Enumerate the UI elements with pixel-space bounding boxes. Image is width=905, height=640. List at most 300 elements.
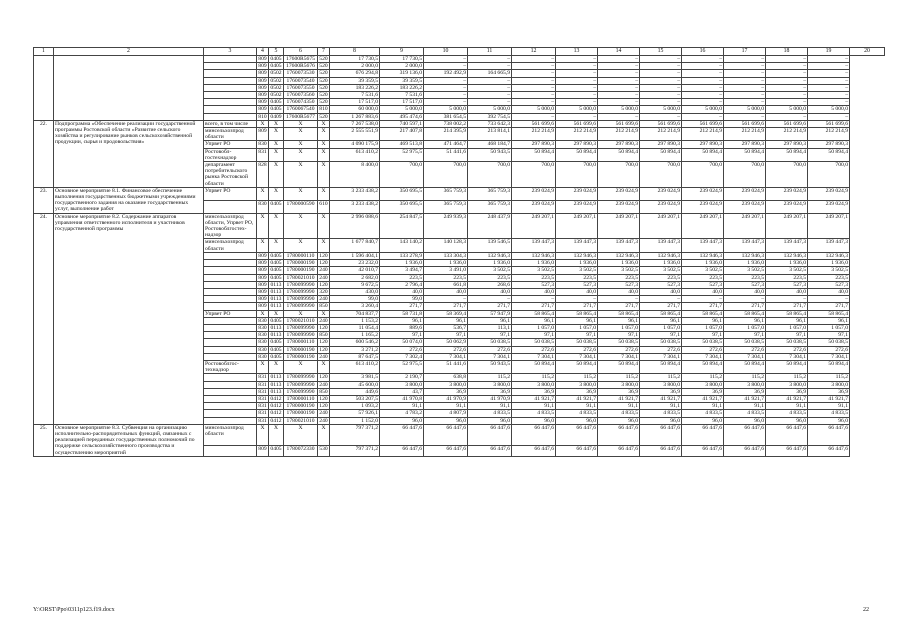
amount-cell: 96,1: [380, 317, 424, 324]
amount-cell: 40,0: [640, 288, 682, 295]
amount-cell: –: [598, 56, 640, 63]
amount-cell: 527,3: [556, 281, 598, 288]
amount-cell: 96,0: [640, 417, 682, 424]
amount-cell: 3 800,0: [598, 381, 640, 388]
amount-cell: 889,6: [380, 324, 424, 331]
grbs-code-cell: 830: [258, 353, 267, 360]
amount-cell: 58 865,4: [512, 310, 556, 317]
amount-cell: 58 369,4: [424, 310, 468, 317]
executor-cell: [204, 56, 257, 63]
amount-cell: –: [724, 63, 766, 70]
header-cell: 11: [468, 48, 512, 56]
amount-cell: 66 447,6: [380, 424, 424, 445]
grbs-code-cell: 831: [258, 403, 267, 410]
executor-cell: [204, 106, 257, 113]
section-code-cell: 0409: [270, 113, 282, 120]
amount-cell: 133 304,3: [424, 252, 468, 259]
amount-cell: 66 447,6: [598, 424, 640, 445]
amount-cell: 613 410,2: [330, 360, 380, 373]
amount-cell: –: [682, 92, 724, 99]
amount-cell: 50 038,5: [556, 339, 598, 346]
amount-cell: –: [640, 99, 682, 106]
amount-cell: 57 926,1: [330, 410, 380, 417]
amount-cell: 3 800,0: [766, 381, 808, 388]
expense-type-cell: X: [318, 162, 330, 188]
expense-type-cell: X: [318, 360, 330, 373]
amount-cell: 239 024,9: [682, 187, 724, 200]
amount-cell: 40,0: [512, 288, 556, 295]
target-article-cell: 17600R5675: [284, 56, 318, 63]
amount-cell: 40,0: [766, 288, 808, 295]
amount-cell: 132 946,3: [598, 252, 640, 259]
expense-type-cell: 850: [319, 388, 328, 395]
amount-cell: 132 946,3: [512, 252, 556, 259]
amount-cell: 43,7: [380, 388, 424, 395]
amount-cell: 39 359,5: [380, 77, 424, 84]
section-code-cell: 0113: [269, 281, 284, 288]
amount-cell: 58 865,4: [808, 310, 850, 317]
expense-type-cell: 120: [319, 374, 328, 381]
amount-cell: 249 207,1: [808, 213, 850, 239]
amount-cell: –: [640, 70, 682, 77]
amount-cell: 239 024,9: [556, 200, 598, 213]
amount-cell: –: [724, 99, 766, 106]
amount-cell: 96,0: [808, 417, 850, 424]
amount-cell: 272,6: [468, 346, 512, 353]
amount-cell: 272,6: [380, 346, 424, 353]
amount-cell: 36,9: [556, 388, 598, 395]
amount-cell: 3 502,5: [556, 267, 598, 274]
amount-cell: 66 447,6: [424, 445, 468, 456]
amount-cell: 87 647,5: [330, 353, 380, 360]
executor-cell: [204, 252, 257, 259]
section-code-cell: 0412: [270, 417, 282, 424]
amount-cell: –: [598, 296, 640, 303]
expense-type-cell: 240: [319, 267, 328, 274]
amount-cell: 50 074,0: [380, 339, 424, 346]
executor-cell: [204, 267, 257, 274]
section-code-cell: X: [269, 187, 284, 200]
target-article-cell: 1780021010: [284, 274, 318, 281]
program-name-cell: Основное мероприятие 8.2. Содержание аппаратов управления ответственного исполнителя и участников государственной программы: [54, 213, 204, 424]
amount-cell: 17 730,5: [380, 56, 424, 63]
target-article-cell: 1780021010: [284, 417, 318, 424]
amount-cell: 7 304,1: [468, 353, 512, 360]
amount-cell: 5 000,0: [682, 106, 724, 113]
amount-cell: 66 447,6: [424, 424, 468, 445]
target-article-cell: 1780000110: [284, 339, 318, 346]
executor-cell: минсельхозпрод области, Упрвет РО, Ростовоблгостех-надзор: [204, 213, 257, 239]
amount-cell: 254 847,5: [380, 213, 424, 239]
amount-cell: 17 517,0: [380, 99, 424, 106]
grbs-code-cell: 809: [258, 84, 267, 91]
grbs-code-cell: 831: [258, 388, 267, 395]
grbs-code-cell: 831: [258, 374, 267, 381]
amount-cell: 50 038,5: [808, 339, 850, 346]
amount-cell: 42 010,7: [330, 267, 380, 274]
amount-cell: 1 057,0: [724, 324, 766, 331]
expense-type-cell: 520: [319, 56, 328, 62]
amount-cell: 468 184,7: [468, 141, 512, 148]
table-body: [34, 56, 885, 457]
amount-cell: 97,1: [512, 332, 556, 339]
amount-cell: 272,6: [556, 346, 598, 353]
section-code-cell: 0405: [270, 106, 282, 113]
grbs-code-cell: 809: [258, 99, 267, 106]
expense-type-cell: 240: [319, 274, 328, 281]
amount-cell: 3 271,2: [330, 346, 380, 353]
amount-cell: 365 759,3: [424, 200, 468, 213]
amount-cell: 5 000,0: [468, 106, 512, 113]
expense-type-cell: 240: [319, 410, 328, 417]
amount-cell: 561 699,6: [766, 120, 808, 127]
amount-cell: 561 699,6: [598, 120, 640, 127]
amount-cell: 271,7: [424, 303, 468, 310]
amount-cell: 700,0: [766, 162, 808, 188]
program-name-cell: Подпрограмма «Обеспечение реализации государственной программы Ростовской области «Развитие сельского хозяйства и регулирование рынков сельскохозяйственной продукции, сырья и продовольствия»: [54, 120, 204, 187]
executor-cell: [204, 445, 257, 456]
amount-cell: –: [682, 63, 724, 70]
amount-cell: 139 447,3: [682, 239, 724, 252]
amount-cell: 52 975,5: [380, 360, 424, 373]
amount-cell: 319 136,0: [380, 70, 424, 77]
amount-cell: –: [766, 70, 808, 77]
target-article-cell: 1780099990: [284, 296, 318, 303]
amount-cell: 297 890,3: [682, 141, 724, 148]
amount-cell: –: [468, 99, 512, 106]
amount-cell: 51 441,6: [424, 148, 468, 161]
executor-cell: [204, 417, 257, 424]
target-article-cell: 1760073550: [284, 84, 318, 91]
amount-cell: –: [724, 113, 766, 120]
amount-cell: 1 152,0: [330, 417, 380, 424]
executor-cell: [204, 63, 257, 70]
program-name-cell: [54, 56, 204, 121]
target-article-cell: X: [284, 162, 318, 188]
amount-cell: 50 038,5: [640, 339, 682, 346]
amount-cell: 41 921,7: [640, 395, 682, 402]
amount-cell: 213 814,1: [468, 128, 512, 141]
expense-type-cell: 610: [318, 200, 330, 213]
amount-cell: –: [424, 56, 468, 63]
section-code-cell: X: [269, 141, 284, 148]
amount-cell: 132 946,3: [468, 252, 512, 259]
amount-cell: 1 936,0: [598, 260, 640, 267]
amount-cell: 797 371,2: [330, 424, 380, 445]
amount-cell: 3 981,5: [330, 374, 380, 381]
expense-type-cell: 520: [319, 92, 328, 99]
amount-cell: 40,0: [808, 288, 850, 295]
amount-cell: –: [424, 84, 468, 91]
header-cell: 13: [556, 48, 598, 56]
amount-cell: 50 894,4: [640, 360, 682, 373]
amount-cell: 132 946,3: [808, 252, 850, 259]
amount-cell: –: [424, 296, 468, 303]
amount-cell: 36,9: [682, 388, 724, 395]
amount-cell: 11 054,4: [330, 324, 380, 331]
amount-cell: 3 800,0: [380, 381, 424, 388]
amount-cell: 66 447,6: [682, 445, 724, 456]
amount-cell: 183 226,2: [330, 84, 380, 91]
amount-cell: 139 447,3: [724, 239, 766, 252]
amount-cell: 164 665,9: [468, 70, 512, 77]
amount-cell: 45 600,0: [330, 381, 380, 388]
executor-cell: [204, 281, 257, 288]
expense-type-cell: 320: [319, 288, 328, 295]
section-code-cell: X: [269, 128, 284, 141]
amount-cell: 96,0: [512, 417, 556, 424]
amount-cell: 97,1: [598, 332, 640, 339]
amount-cell: 41 921,7: [724, 395, 766, 402]
amount-cell: 272,6: [724, 346, 766, 353]
amount-cell: –: [598, 92, 640, 99]
amount-cell: 249 207,1: [556, 213, 598, 239]
amount-cell: 297 890,3: [766, 141, 808, 148]
amount-cell: 3 502,5: [468, 267, 512, 274]
amount-cell: 36,9: [424, 388, 468, 395]
amount-cell: 96,1: [512, 317, 556, 324]
amount-cell: –: [808, 63, 850, 70]
amount-cell: 52 975,5: [380, 148, 424, 161]
executor-cell: [204, 288, 257, 295]
executor-cell: Упрвет РО: [204, 310, 257, 317]
target-article-cell: 1780072330: [284, 445, 318, 456]
amount-cell: 192 492,9: [424, 70, 468, 77]
amount-cell: 3 800,0: [556, 381, 598, 388]
amount-cell: 99,0: [380, 296, 424, 303]
header-cell: 19: [808, 48, 850, 56]
target-article-cell: 1780099990: [284, 388, 318, 395]
amount-cell: 527,3: [640, 281, 682, 288]
amount-cell: –: [724, 77, 766, 84]
grbs-code-cell: 809: [258, 106, 267, 113]
amount-cell: –: [512, 113, 556, 120]
amount-cell: 91,1: [468, 403, 512, 410]
expense-type-cell: X: [318, 141, 330, 148]
amount-cell: 212 214,9: [808, 128, 850, 141]
amount-cell: 700,0: [598, 162, 640, 188]
executor-cell: минсельхозпрод области: [204, 239, 257, 252]
amount-cell: 91,1: [598, 403, 640, 410]
amount-cell: –: [468, 92, 512, 99]
target-article-cell: 1780000190: [284, 267, 318, 274]
amount-cell: –: [512, 84, 556, 91]
amount-cell: –: [598, 99, 640, 106]
executor-cell: Упрвет РО: [204, 141, 257, 148]
amount-cell: 3 800,0: [808, 381, 850, 388]
target-article-cell: X: [284, 120, 318, 127]
expense-type-cell: X: [318, 120, 330, 127]
amount-cell: 50 894,4: [512, 148, 556, 161]
amount-cell: 66 447,6: [380, 445, 424, 456]
amount-cell: 58 865,4: [598, 310, 640, 317]
amount-cell: 600 546,2: [330, 339, 380, 346]
amount-cell: 527,3: [598, 281, 640, 288]
amount-cell: –: [468, 84, 512, 91]
amount-cell: –: [598, 63, 640, 70]
amount-cell: –: [556, 77, 598, 84]
grbs-code-cell: X: [257, 239, 269, 252]
amount-cell: –: [556, 296, 598, 303]
grbs-code-cell: X: [257, 187, 269, 200]
amount-cell: 96,1: [682, 317, 724, 324]
amount-cell: 249 207,1: [682, 213, 724, 239]
amount-cell: –: [766, 99, 808, 106]
amount-cell: 7 304,1: [640, 353, 682, 360]
target-article-cell: X: [284, 310, 318, 317]
amount-cell: 96,0: [598, 417, 640, 424]
section-code-cell: 0405: [270, 339, 282, 346]
footer-page-number: 22: [863, 607, 869, 613]
amount-cell: 4 833,5: [556, 410, 598, 417]
amount-cell: 50 894,4: [556, 360, 598, 373]
amount-cell: 527,3: [766, 281, 808, 288]
section-code-cell: 0113: [269, 303, 284, 310]
amount-cell: –: [766, 92, 808, 99]
expense-type-cell: 240: [319, 296, 328, 303]
amount-cell: 66 447,6: [598, 445, 640, 456]
amount-cell: 239 024,9: [808, 200, 850, 213]
expense-type-cell: 240: [319, 381, 328, 388]
row-number-cell: 23.: [34, 187, 54, 213]
amount-cell: 212 214,9: [512, 128, 556, 141]
header-cell: 16: [682, 48, 724, 56]
amount-cell: 66 447,6: [468, 445, 512, 456]
amount-cell: –: [556, 92, 598, 99]
amount-cell: 4 833,5: [640, 410, 682, 417]
amount-cell: 249 207,1: [724, 213, 766, 239]
amount-cell: –: [468, 77, 512, 84]
amount-cell: 97,1: [808, 332, 850, 339]
expense-type-cell: 120: [319, 252, 328, 259]
executor-cell: [204, 77, 257, 84]
amount-cell: 613 410,2: [330, 148, 380, 161]
amount-cell: 5 000,0: [598, 106, 640, 113]
amount-cell: 271,7: [556, 303, 598, 310]
row-number-cell: 24.: [34, 213, 54, 424]
amount-cell: –: [724, 84, 766, 91]
amount-cell: 1 057,0: [682, 324, 724, 331]
grbs-code-cell: 809: [258, 296, 267, 303]
amount-cell: 40,0: [468, 288, 512, 295]
amount-cell: 2 996 088,6: [330, 213, 380, 239]
amount-cell: 536,7: [424, 324, 468, 331]
section-code-cell: 0405: [270, 63, 282, 70]
amount-cell: 97,1: [640, 332, 682, 339]
amount-cell: 1 153,2: [330, 317, 380, 324]
row-number-cell: 22.: [34, 120, 54, 187]
amount-cell: 297 890,3: [640, 141, 682, 148]
amount-cell: 91,1: [424, 403, 468, 410]
amount-cell: 97,1: [766, 332, 808, 339]
target-article-cell: 1780000190: [284, 353, 318, 360]
amount-cell: 50 894,4: [682, 360, 724, 373]
amount-cell: 7 531,6: [380, 92, 424, 99]
amount-cell: 96,0: [556, 417, 598, 424]
amount-cell: –: [640, 296, 682, 303]
amount-cell: 96,1: [808, 317, 850, 324]
amount-cell: 700,0: [682, 162, 724, 188]
amount-cell: 17 517,0: [330, 99, 380, 106]
amount-cell: –: [766, 77, 808, 84]
budget-table-page: [33, 47, 873, 457]
section-code-cell: 0113: [269, 332, 284, 339]
grbs-code-cell: 809: [258, 260, 267, 267]
section-code-cell: 0113: [269, 288, 284, 295]
amount-cell: –: [468, 296, 512, 303]
executor-cell: [204, 353, 257, 360]
amount-cell: 96,0: [724, 417, 766, 424]
amount-cell: 3 502,5: [598, 267, 640, 274]
amount-cell: –: [808, 70, 850, 77]
target-article-cell: 1760073530: [284, 70, 318, 77]
amount-cell: 297 890,3: [512, 141, 556, 148]
amount-cell: 50 062,9: [424, 339, 468, 346]
amount-cell: 5 000,0: [424, 106, 468, 113]
amount-cell: 561 699,6: [724, 120, 766, 127]
amount-cell: 58 731,8: [380, 310, 424, 317]
amount-cell: –: [512, 56, 556, 63]
amount-cell: 1 165,2: [330, 332, 380, 339]
amount-cell: 676 294,8: [330, 70, 380, 77]
amount-cell: 797 371,2: [330, 445, 380, 456]
section-code-cell: 0405: [270, 252, 282, 259]
amount-cell: 3 491,0: [424, 267, 468, 274]
section-code-cell: 0405: [270, 267, 282, 274]
amount-cell: 239 024,9: [512, 200, 556, 213]
amount-cell: 50 943,5: [468, 360, 512, 373]
amount-cell: 271,7: [766, 303, 808, 310]
expense-type-cell: 520: [319, 113, 328, 120]
amount-cell: 66 447,6: [808, 445, 850, 456]
amount-cell: 1 936,0: [682, 260, 724, 267]
grbs-code-cell: 809: [258, 288, 267, 295]
section-code-cell: 0502: [270, 70, 282, 77]
executor-cell: [204, 296, 257, 303]
amount-cell: 223,5: [598, 274, 640, 281]
amount-cell: 1 936,0: [512, 260, 556, 267]
grbs-code-cell: 810: [258, 113, 267, 120]
amount-cell: 7 304,1: [598, 353, 640, 360]
amount-cell: 3 502,5: [724, 267, 766, 274]
amount-cell: 272,6: [682, 346, 724, 353]
amount-cell: 140 128,3: [424, 239, 468, 252]
amount-cell: 36,9: [598, 388, 640, 395]
amount-cell: 5 000,0: [640, 106, 682, 113]
amount-cell: 96,0: [682, 417, 724, 424]
section-code-cell: X: [269, 424, 284, 445]
amount-cell: 700,0: [640, 162, 682, 188]
amount-cell: 96,1: [424, 317, 468, 324]
grbs-code-cell: 831: [258, 395, 267, 402]
amount-cell: –: [682, 113, 724, 120]
amount-cell: 7 304,1: [724, 353, 766, 360]
amount-cell: –: [640, 92, 682, 99]
header-cell: 10: [424, 48, 468, 56]
amount-cell: 36,9: [640, 388, 682, 395]
amount-cell: 50 894,4: [682, 148, 724, 161]
amount-cell: 223,5: [380, 274, 424, 281]
budget-table: [33, 47, 885, 457]
amount-cell: 40,0: [380, 288, 424, 295]
amount-cell: 91,1: [808, 403, 850, 410]
grbs-code-cell: 830: [258, 332, 267, 339]
amount-cell: 139 447,3: [766, 239, 808, 252]
amount-cell: 271,7: [682, 303, 724, 310]
amount-cell: 2 796,4: [380, 281, 424, 288]
expense-type-cell: 520: [319, 70, 328, 77]
amount-cell: 4 833,5: [682, 410, 724, 417]
